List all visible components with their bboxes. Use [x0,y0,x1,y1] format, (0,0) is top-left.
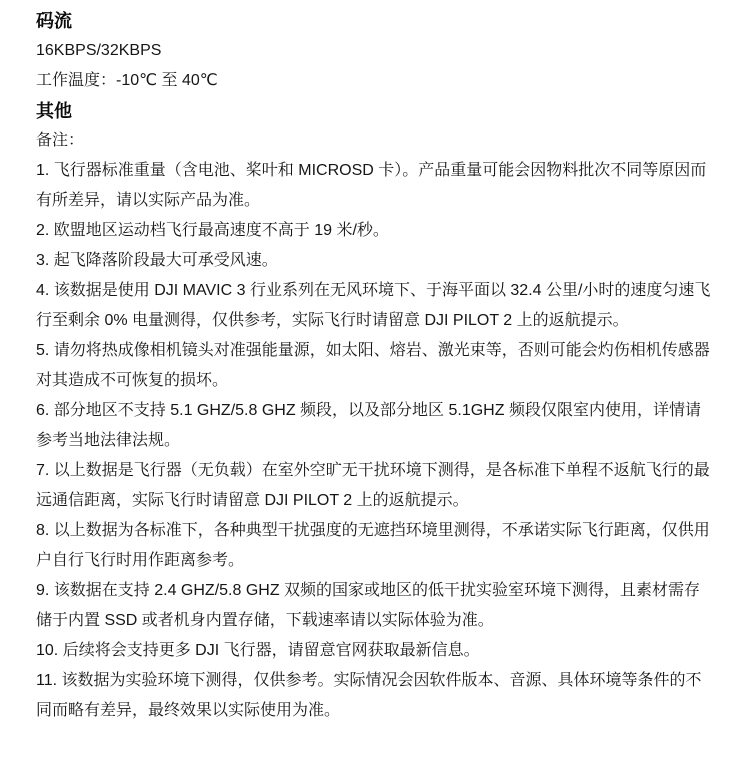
note-9: 9. 该数据在支持 2.4 GHZ/5.8 GHZ 双频的国家或地区的低干扰实验室环境下测得，且素材需存储于内置 SSD 或者机身内置存储，下载速率请以实际体验为准。 [36,582,701,629]
operating-temperature: 工作温度：-10℃ 至 40℃ [36,72,218,89]
section-title-other: 其他 [36,101,72,121]
bitrate-value: 16KBPS/32KBPS [36,42,162,59]
note-7: 7. 以上数据是飞行器（无负载）在室外空旷无干扰环境下测得，是各标准下单程不返航飞行的最远通信距离，实际飞行时请留意 DJI PILOT 2 上的返航提示。 [36,462,710,509]
note-11: 11. 该数据为实验环境下测得，仅供参考。实际情况会因软件版本、音源、具体环境等条件的不同而略有差异，最终效果以实际使用为准。 [36,672,702,719]
section-title-bitrate: 码流 [36,11,72,31]
note-10: 10. 后续将会支持更多 DJI 飞行器，请留意官网获取最新信息。 [36,642,480,659]
notes-label: 备注： [36,132,85,149]
note-5: 5. 请勿将热成像相机镜头对准强能量源，如太阳、熔岩、激光束等，否则可能会灼伤相机传感器对其造成不可恢复的损坏。 [36,342,710,389]
note-4: 4. 该数据是使用 DJI MAVIC 3 行业系列在无风环境下、于海平面以 32.4 公里/小时的速度匀速飞行至剩余 0% 电量测得，仅供参考，实际飞行时请留意 DJI PILOT 2 上的返航提示。 [36,282,711,329]
note-2: 2. 欧盟地区运动档飞行最高速度不高于 19 米/秒。 [36,222,389,239]
note-6: 6. 部分地区不支持 5.1 GHZ/5.8 GHZ 频段，以及部分地区 5.1GHZ 频段仅限室内使用，详情请参考当地法律法规。 [36,402,701,449]
note-8: 8. 以上数据为各标准下，各种典型干扰强度的无遮挡环境里测得，不承诺实际飞行距离，仅供用户自行飞行时用作距离参考。 [36,522,710,569]
note-1: 1. 飞行器标准重量（含电池、桨叶和 MICROSD 卡）。产品重量可能会因物料批次不同等原因而有所差异，请以实际产品为准。 [36,162,707,209]
note-3: 3. 起飞降落阶段最大可承受风速。 [36,252,278,269]
